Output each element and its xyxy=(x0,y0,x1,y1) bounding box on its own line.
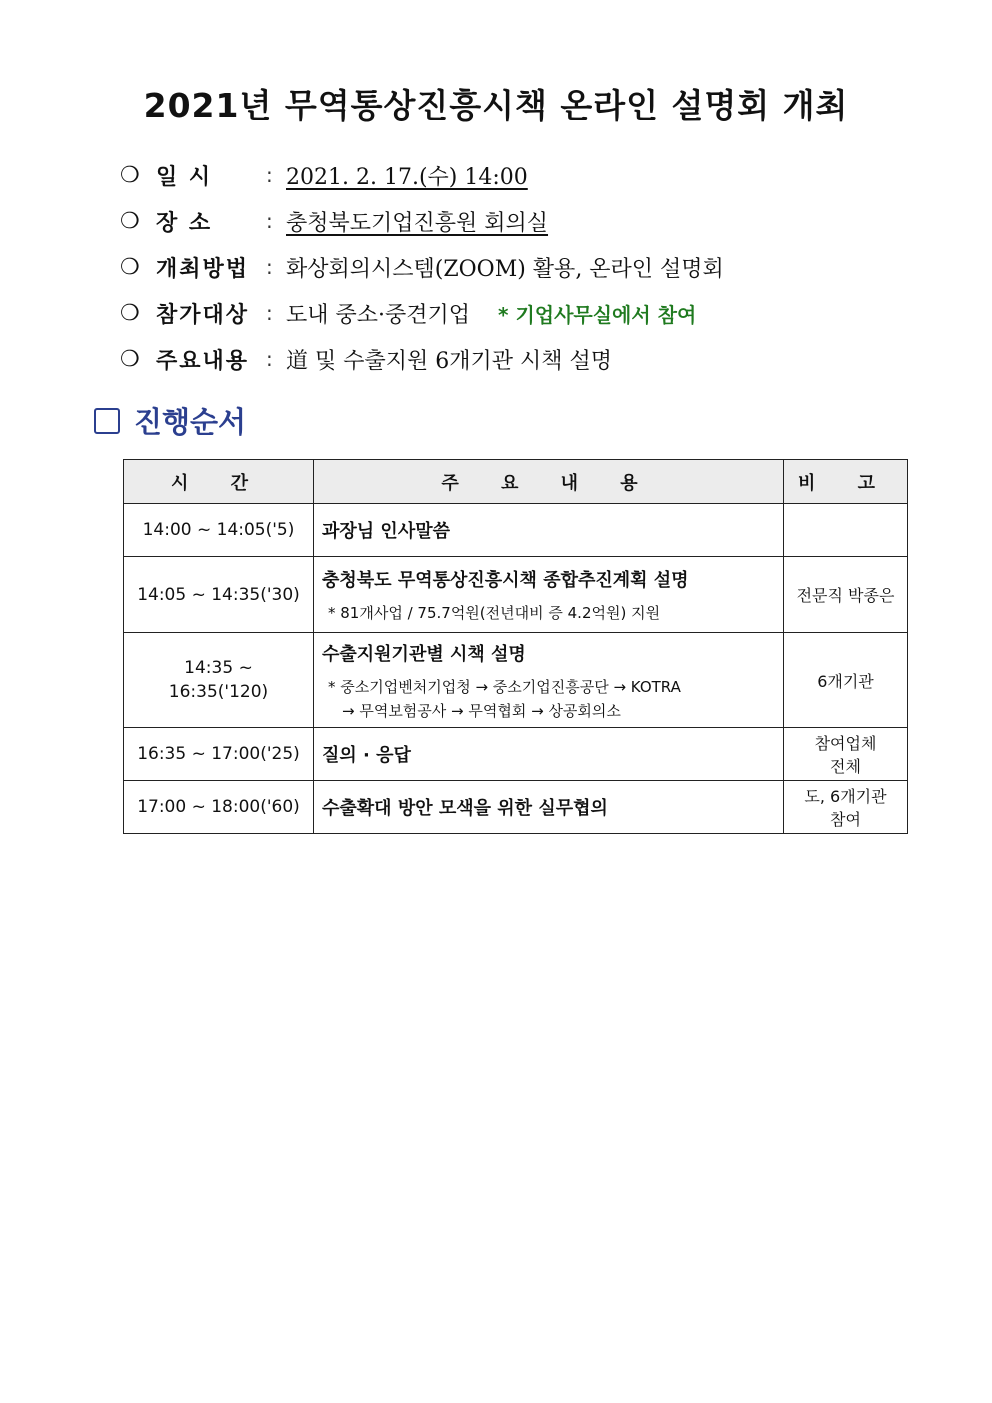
row-main: 수출확대 방안 모색을 위한 실무협의 xyxy=(322,798,608,819)
info-label-place: 장 소 xyxy=(156,210,213,236)
info-label-method: 개최방법 xyxy=(156,256,250,282)
info-row-date xyxy=(120,152,900,198)
info-label-date: 일 시 xyxy=(156,164,213,190)
row-time: 14:05 ~ 14:35('30) xyxy=(124,557,314,633)
table-row xyxy=(124,781,908,834)
row-note xyxy=(784,728,908,781)
row-main: 수출지원기관별 시책 설명 xyxy=(322,643,526,665)
row-note-line1: 참여업체 xyxy=(814,734,877,753)
info-note-target: * 기업사무실에서 참여 xyxy=(498,302,697,327)
colon: : xyxy=(266,163,273,187)
circle-bullet-icon: ❍ xyxy=(120,162,140,188)
header-content: 주 요 내 용 xyxy=(314,460,784,504)
circle-bullet-icon: ❍ xyxy=(120,254,140,280)
info-row-target xyxy=(120,290,900,336)
row-note xyxy=(784,504,908,557)
table-row xyxy=(124,504,908,557)
row-main: 과장님 인사말씀 xyxy=(322,521,450,542)
row-note: 6개기관 xyxy=(784,633,908,728)
row-note xyxy=(784,781,908,834)
row-sub: * 81개사업 / 75.7억원(전년대비 증 4.2억원) 지원 xyxy=(328,604,661,622)
row-main: 충청북도 무역통상진흥시책 종합추진계획 설명 xyxy=(322,570,689,591)
row-note-line1: 도, 6개기관 xyxy=(804,787,887,806)
info-value-target: 도내 중소·중견기업 xyxy=(286,302,471,328)
table-row xyxy=(124,557,908,633)
circle-bullet-icon: ❍ xyxy=(120,346,140,372)
section-heading xyxy=(94,400,246,441)
info-row-content xyxy=(120,336,900,382)
info-value-method: 화상회의시스템(ZOOM) 활용, 온라인 설명회 xyxy=(286,256,724,282)
row-time: 16:35 ~ 17:00('25) xyxy=(124,728,314,781)
checkbox-square-icon xyxy=(94,408,120,434)
schedule-table xyxy=(123,459,908,834)
header-time: 시 간 xyxy=(124,460,314,504)
info-value-date: 2021. 2. 17.(수) 14:00 xyxy=(286,164,528,190)
row-sub2: → 무역보험공사 → 무역협회 → 상공회의소 xyxy=(342,701,621,720)
section-title: 진행순서 xyxy=(134,405,247,439)
row-time-line1: 14:35 ~ xyxy=(184,658,253,678)
row-time: 17:00 ~ 18:00('60) xyxy=(124,781,314,834)
document-title: 2021년 무역통상진흥시책 온라인 설명회 개최 xyxy=(143,86,849,125)
info-value-content: 道 및 수출지원 6개기관 시책 설명 xyxy=(286,348,612,374)
row-note: 전문직 박종은 xyxy=(784,557,908,633)
table-header-row xyxy=(124,460,908,504)
row-main: 질의 · 응답 xyxy=(322,745,411,766)
colon: : xyxy=(266,301,273,325)
info-value-place: 충청북도기업진흥원 회의실 xyxy=(286,210,549,236)
row-time: 14:00 ~ 14:05('5) xyxy=(124,504,314,557)
row-time xyxy=(124,633,314,728)
circle-bullet-icon: ❍ xyxy=(120,208,140,234)
colon: : xyxy=(266,347,273,371)
table-row xyxy=(124,728,908,781)
row-content xyxy=(314,557,784,633)
info-row-place xyxy=(120,198,900,244)
colon: : xyxy=(266,209,273,233)
colon: : xyxy=(266,255,273,279)
header-note: 비 고 xyxy=(784,460,908,504)
table-row xyxy=(124,633,908,728)
info-list xyxy=(120,152,900,382)
row-content xyxy=(314,728,784,781)
row-note-line2: 전체 xyxy=(830,757,861,776)
info-row-method xyxy=(120,244,900,290)
row-content xyxy=(314,504,784,557)
row-note-line2: 참여 xyxy=(830,810,861,829)
row-content xyxy=(314,633,784,728)
row-content xyxy=(314,781,784,834)
circle-bullet-icon: ❍ xyxy=(120,300,140,326)
row-time-line2: 16:35('120) xyxy=(168,682,269,702)
info-label-content: 주요내용 xyxy=(156,348,250,374)
row-sub: * 중소기업벤처기업청 → 중소기업진흥공단 → KOTRA xyxy=(328,677,681,696)
info-label-target: 참가대상 xyxy=(156,302,250,328)
